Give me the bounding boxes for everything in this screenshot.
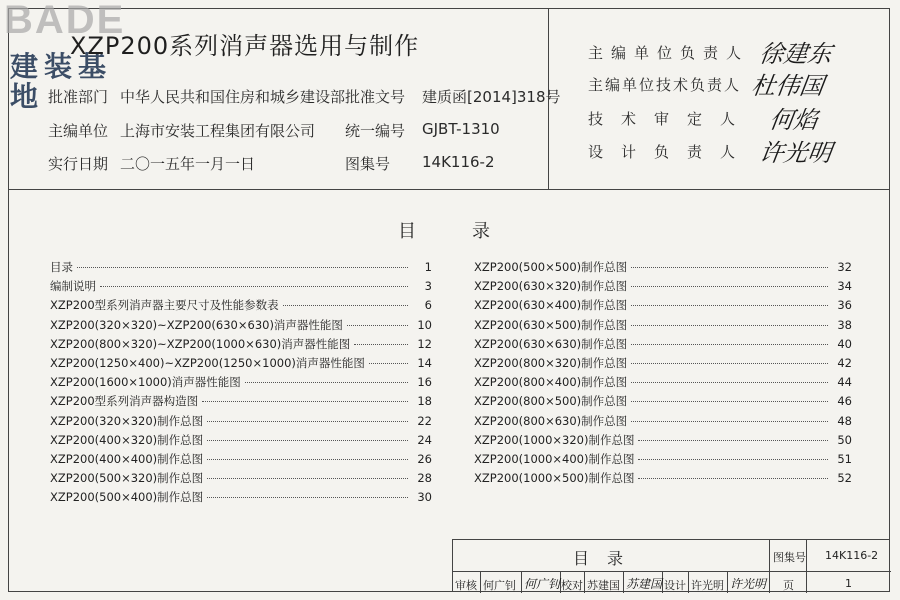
page-number: 1: [845, 577, 852, 590]
approval-dept: 中华人民共和国住房和城乡建设部: [120, 88, 346, 106]
toc-leader-dots: [207, 478, 408, 479]
toc-leader-dots: [631, 421, 828, 422]
toc-entry: [50, 393, 432, 409]
toc-leader-dots: [638, 459, 828, 460]
title-block-rule: [662, 571, 663, 593]
toc-entry: [50, 317, 432, 333]
responsibility-signature: 何焰: [767, 106, 820, 134]
toc-entry: [474, 393, 852, 409]
toc-entry-title: XZP200(1000×500)制作总图: [474, 471, 635, 486]
responsibility-role: 主编单位负责人: [588, 44, 750, 62]
responsibility-role: 技术审定人: [588, 110, 754, 128]
page-label: 页: [783, 579, 794, 592]
toc-entry-title: XZP200(630×400)制作总图: [474, 298, 628, 313]
toc-entry-page: 22: [417, 413, 432, 428]
toc-leader-dots: [631, 382, 828, 383]
toc-entry-page: 40: [837, 336, 852, 351]
reviewer-name: 何广钊: [483, 579, 516, 592]
effective-date-label: 实行日期: [48, 155, 109, 173]
tb-atlas-no: 14K116-2: [825, 549, 879, 562]
toc-entry-page: 52: [837, 471, 852, 486]
toc-entry-page: 16: [417, 375, 432, 390]
toc-entry-title: 编制说明: [50, 279, 96, 294]
toc-leader-dots: [347, 325, 408, 326]
toc-entry: [50, 470, 432, 486]
toc-entry: [474, 413, 852, 429]
toc-leader-dots: [631, 344, 828, 345]
toc-leader-dots: [631, 305, 828, 306]
toc-leader-dots: [207, 421, 408, 422]
toc-leader-dots: [638, 440, 828, 441]
toc-entry: [474, 336, 852, 352]
toc-entry: [474, 470, 852, 486]
toc-entry: [474, 355, 852, 371]
toc-leader-dots: [369, 363, 408, 364]
toc-leader-dots: [207, 440, 408, 441]
toc-entry: [474, 259, 852, 275]
toc-entry-title: XZP200(320×320)制作总图: [50, 413, 204, 428]
toc-entry: [50, 259, 432, 275]
designer-name: 许光明: [691, 579, 724, 592]
toc-entry-page: 38: [837, 317, 852, 332]
atlas-no-label: 图集号: [345, 155, 391, 173]
toc-leader-dots: [354, 344, 408, 345]
title-block-rule: [727, 571, 728, 593]
toc-entry-title: XZP200(800×320)制作总图: [474, 356, 628, 370]
toc-entry-page: 46: [837, 394, 852, 409]
toc-entry-title: XZP200(1600×1000)消声器性能图: [50, 375, 241, 390]
responsibility-signature: 杜伟国: [749, 72, 826, 100]
toc-entry: [474, 278, 852, 294]
tb-atlas-no-label: 图集号: [773, 551, 806, 564]
toc-entry: [474, 317, 852, 333]
toc-leader-dots: [77, 267, 408, 268]
toc-entry: [474, 451, 852, 467]
checker-signature: 苏建国: [626, 577, 663, 591]
toc-entry-title: XZP200(800×630)制作总图: [474, 413, 628, 428]
toc-leader-dots: [631, 267, 828, 268]
approval-no: 建质函[2014]318号: [422, 88, 561, 106]
toc-entry-title: XZP200(1250×400)~XZP200(1250×1000)消声器性能图: [50, 356, 365, 370]
checker-label: 校对: [561, 579, 583, 592]
toc-entry: [474, 432, 852, 448]
toc-entry-title: XZP200(630×630)制作总图: [474, 336, 628, 351]
title-block: [452, 539, 890, 592]
toc-entry-title: XZP200(500×320)制作总图: [50, 471, 204, 486]
toc-entry: [50, 297, 432, 313]
toc-entry-page: 3: [424, 279, 432, 294]
toc-entry-page: 51: [837, 452, 852, 466]
toc-entry: [50, 451, 432, 467]
toc-entry-page: 50: [837, 432, 852, 447]
toc-leader-dots: [283, 305, 408, 306]
editor-unit: 上海市安装工程集团有限公司: [120, 122, 316, 140]
toc-entry-title: XZP200(800×400)制作总图: [474, 375, 628, 390]
toc-entry-page: 44: [837, 375, 852, 390]
toc-entry-page: 32: [837, 260, 852, 274]
toc-entry-title: 目录: [50, 260, 73, 274]
toc-entry-title: XZP200(500×500)制作总图: [474, 260, 628, 274]
toc-entry: [50, 413, 432, 429]
title-block-rule: [769, 540, 770, 593]
toc-entry-title: XZP200型系列消声器构造图: [50, 394, 199, 409]
toc-entry-title: XZP200(320×320)~XZP200(630×630)消声器性能图: [50, 317, 343, 332]
toc-entry-page: 26: [417, 452, 432, 466]
unified-no: GJBT-1310: [422, 120, 500, 138]
toc-entry-title: XZP200(800×500)制作总图: [474, 394, 628, 409]
header-divider: [8, 189, 890, 190]
reviewer-signature: 何广钊: [524, 577, 561, 591]
toc-entry-title: XZP200型系列消声器主要尺寸及性能参数表: [50, 298, 279, 313]
toc-entry-page: 6: [424, 298, 432, 313]
toc-entry-page: 18: [417, 394, 432, 409]
toc-leader-dots: [202, 401, 408, 402]
toc-entry: [474, 297, 852, 313]
designer-label: 设计: [664, 579, 686, 592]
title-block-rule: [453, 571, 891, 572]
toc-heading: 目录: [398, 221, 546, 242]
toc-entry-page: 36: [837, 298, 852, 313]
responsibility-role: 设计负责人: [588, 143, 754, 161]
responsibility-signature: 徐建东: [757, 40, 834, 68]
document-title: XZP200系列消声器选用与制作: [70, 32, 420, 60]
toc-entry-page: 10: [417, 317, 432, 332]
effective-date: 二〇一五年一月一日: [120, 155, 256, 173]
reviewer-label: 审核: [455, 579, 477, 592]
designer-signature: 许光明: [730, 577, 767, 591]
editor-unit-label: 主编单位: [48, 122, 109, 140]
toc-leader-dots: [631, 401, 828, 402]
toc-entry-title: XZP200(1000×400)制作总图: [474, 452, 635, 466]
brand-subtitle: 建装基地: [10, 50, 113, 113]
checker-name: 苏建国: [587, 579, 620, 592]
toc-leader-dots: [631, 325, 828, 326]
toc-entry-page: 48: [837, 413, 852, 428]
toc-leader-dots: [100, 286, 408, 287]
toc-entry-title: XZP200(500×400)制作总图: [50, 490, 204, 505]
toc-leader-dots: [207, 497, 408, 498]
toc-leader-dots: [631, 363, 828, 364]
toc-entry-page: 28: [417, 471, 432, 486]
toc-entry-page: 24: [417, 432, 432, 447]
toc-leader-dots: [638, 478, 828, 479]
responsibility-role: 主编单位技术负责人: [588, 76, 742, 94]
toc-entry: [50, 336, 432, 352]
toc-entry-title: XZP200(1000×320)制作总图: [474, 432, 635, 447]
toc-entry-title: XZP200(630×320)制作总图: [474, 279, 628, 294]
toc-entry-title: XZP200(400×400)制作总图: [50, 452, 204, 466]
toc-entry-page: 12: [417, 336, 432, 351]
toc-entry-page: 30: [417, 490, 432, 505]
responsibility-signature: 许光明: [757, 139, 834, 167]
toc-entry-title: XZP200(630×500)制作总图: [474, 317, 628, 332]
title-block-rule: [688, 571, 689, 593]
toc-entry-page: 42: [837, 356, 852, 370]
toc-entry: [50, 278, 432, 294]
toc-entry: [50, 355, 432, 371]
toc-leader-dots: [245, 382, 408, 383]
atlas-no: 14K116-2: [422, 153, 495, 171]
toc-entry-page: 1: [424, 260, 432, 274]
toc-entry-title: XZP200(800×320)~XZP200(1000×630)消声器性能图: [50, 336, 351, 351]
toc-entry-page: 34: [837, 279, 852, 294]
unified-no-label: 统一编号: [345, 122, 406, 140]
title-block-rule: [584, 571, 585, 593]
toc-entry: [50, 489, 432, 505]
toc-entry-title: XZP200(400×320)制作总图: [50, 432, 204, 447]
title-block-rule: [480, 571, 481, 593]
approval-dept-label: 批准部门: [48, 88, 109, 106]
toc-entry: [50, 374, 432, 390]
drawing-title: 目录: [573, 549, 642, 568]
toc-leader-dots: [207, 459, 408, 460]
title-block-rule: [806, 540, 807, 593]
title-block-rule: [623, 571, 624, 593]
approval-no-label: 批准文号: [345, 88, 406, 106]
title-block-rule: [521, 571, 522, 593]
toc-entry-page: 14: [417, 356, 432, 370]
brand-logo-text: BADE: [4, 0, 126, 42]
toc-entry: [474, 374, 852, 390]
toc-entry: [50, 432, 432, 448]
toc-leader-dots: [631, 286, 828, 287]
